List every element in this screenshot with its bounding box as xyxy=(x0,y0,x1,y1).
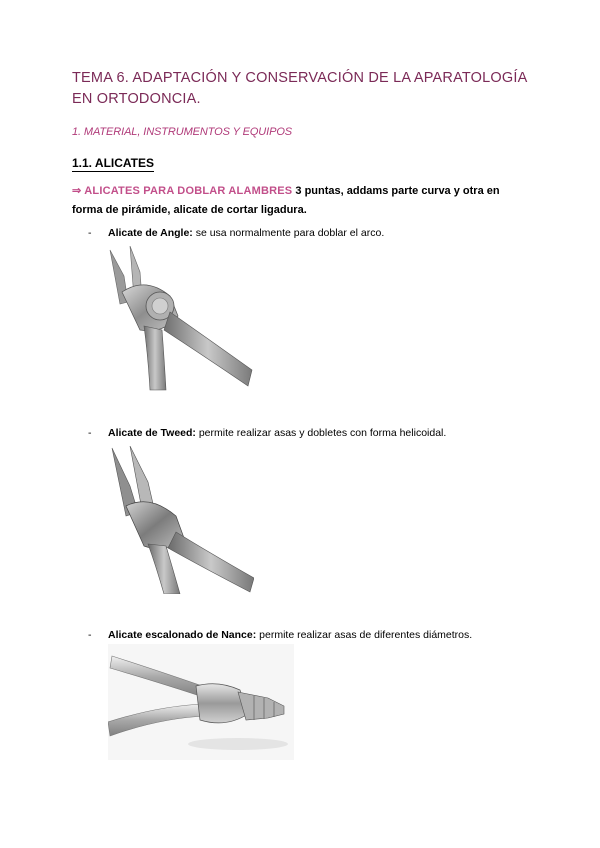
subsection-heading: 1.1. ALICATES xyxy=(72,156,155,170)
item-description: permite realizar asas y dobletes con forma helicoidal. xyxy=(195,427,447,439)
list-bullet: - xyxy=(88,629,92,641)
document-title: TEMA 6. ADAPTACIÓN Y CONSERVACIÓN DE LA APARATOLOGÍA EN ORTODONCIA. xyxy=(72,70,527,107)
intro-paragraph xyxy=(72,182,532,220)
list-bullet: - xyxy=(88,227,92,239)
item-term: Alicate de Tweed: xyxy=(108,427,196,439)
item-term: Alicate de Angle: xyxy=(108,227,193,239)
item-description: se usa normalmente para doblar el arco. xyxy=(192,227,385,239)
section-heading: 1. MATERIAL, INSTRUMENTOS Y EQUIPOS xyxy=(72,126,293,138)
item-description: permite realizar asas de diferentes diámetros. xyxy=(256,629,473,641)
angle-plier-image xyxy=(104,246,254,392)
list-bullet: - xyxy=(88,427,92,439)
intro-highlight: ⇒ ALICATES PARA DOBLAR ALAMBRES xyxy=(72,185,293,197)
list-item-nance xyxy=(88,628,472,642)
list-item-tweed xyxy=(88,426,446,440)
intro-text: 3 puntas, addams parte curva y otra en forma de pirámide, alicate de cortar ligadura. xyxy=(72,185,500,216)
nance-plier-image xyxy=(108,644,294,760)
tweed-plier-image xyxy=(104,446,254,594)
list-item-angle xyxy=(88,226,384,240)
item-term: Alicate escalonado de Nance: xyxy=(108,629,257,641)
